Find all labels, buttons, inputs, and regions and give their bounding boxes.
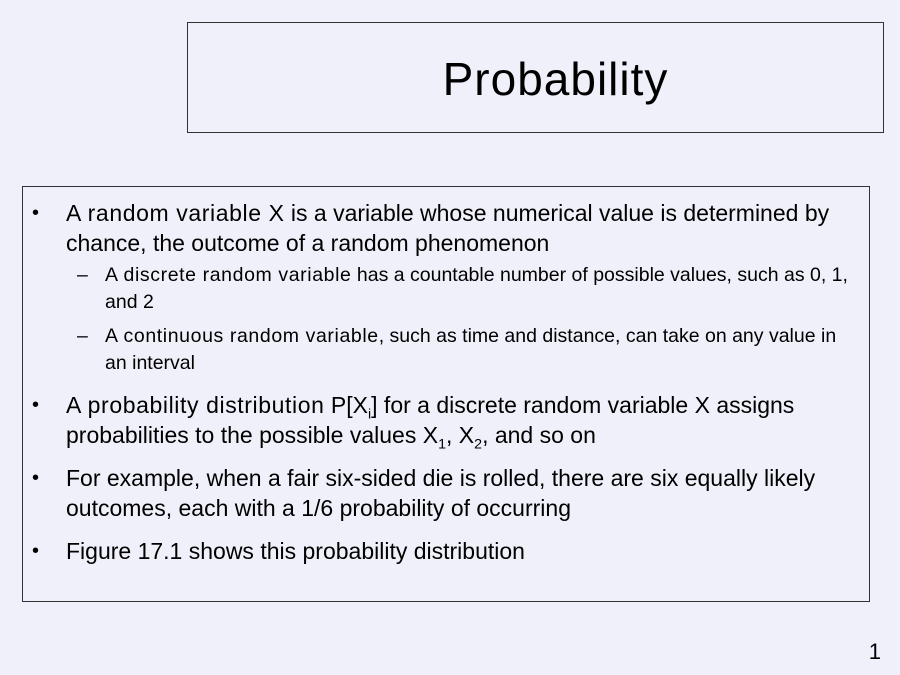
bullet-text: , X — [446, 422, 475, 448]
dash-icon: – — [77, 325, 88, 347]
bullet-text: Figure 17.1 shows this probability distribution — [66, 538, 525, 564]
term-discrete-random-variable: A discrete random variable — [105, 264, 352, 286]
content-box — [22, 186, 870, 602]
bullet-icon: • — [32, 467, 40, 489]
sub-bullet-text: , such as time and distance, can take on any value in an interval — [105, 325, 837, 374]
sub-bullet-discrete — [66, 262, 859, 316]
bullet-icon: • — [32, 394, 40, 416]
sub-bullet-continuous — [66, 323, 859, 377]
bullet-text: P[X — [324, 392, 368, 418]
bullet-text: For example, when a fair six-sided die is rolled, there are six equally likely outcomes, each with a 1/6 probability of occurring — [66, 465, 816, 521]
dash-icon: – — [77, 264, 88, 286]
sub-bullet-text: has a countable number of possible values, such as 0, 1, and 2 — [105, 264, 848, 313]
term-probability-distribution: A probability distribution — [66, 392, 325, 418]
title-box — [187, 22, 884, 133]
slide-title: Probability — [442, 52, 669, 105]
bullet-item-die-example — [23, 463, 859, 523]
bullet-text: ] for a discrete random variable X assigns probabilities to the possible values X — [66, 392, 795, 448]
sub-bullet-list — [66, 262, 859, 377]
page-number: 1 — [868, 639, 881, 664]
bullet-icon: • — [32, 540, 40, 562]
bullet-item-probability-distribution — [23, 390, 859, 453]
subscript-1: 1 — [438, 436, 446, 453]
bullet-item-figure-reference — [23, 536, 859, 566]
term-random-variable: A random variable X — [66, 200, 285, 226]
bullet-item-random-variable — [23, 198, 859, 377]
term-continuous-random-variable: A continuous random variable — [105, 325, 379, 347]
subscript-2: 2 — [474, 436, 483, 453]
subscript-i: i — [367, 406, 372, 423]
bullet-icon: • — [32, 202, 40, 224]
bullet-list — [23, 198, 859, 566]
bullet-text: , and so on — [482, 422, 596, 448]
bullet-text: is a variable whose numerical value is determined by chance, the outcome of a random phenomenon — [66, 200, 830, 256]
